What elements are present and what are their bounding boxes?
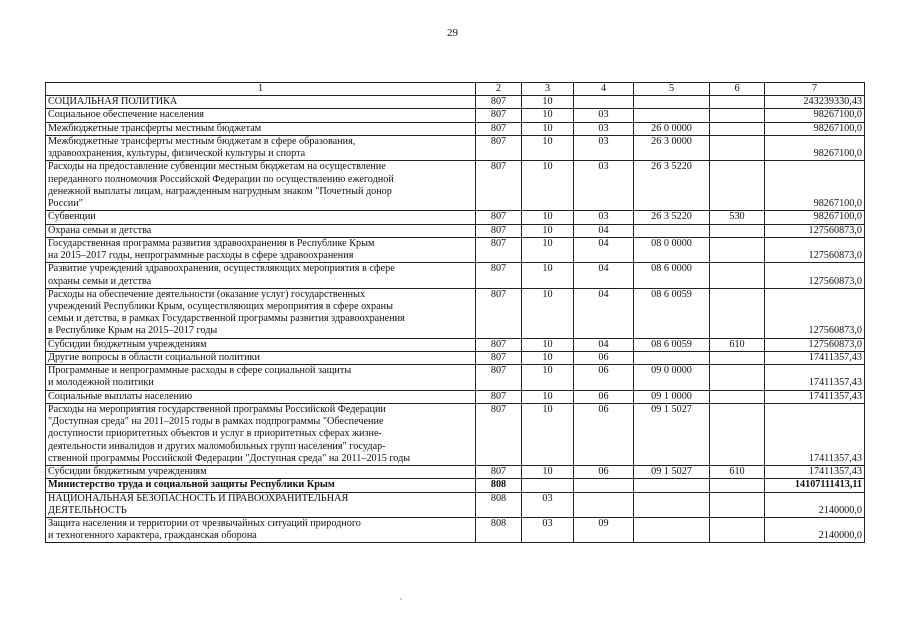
row-name: Государственная программа развития здравоохранения в Республике Крым на 2015–2017 годы, непрограммные расходы в сфере здравоохранения	[46, 237, 476, 262]
row-subsection	[574, 96, 634, 109]
row-amount: 98267100,0	[765, 109, 865, 122]
table-row	[46, 109, 865, 122]
header-col-2: 2	[476, 83, 522, 96]
row-code: 807	[476, 403, 522, 465]
row-code: 807	[476, 135, 522, 160]
row-expense-type: 610	[710, 338, 765, 351]
row-name: Субсидии бюджетным учреждениям	[46, 466, 476, 479]
row-amount: 127560873,0	[765, 263, 865, 288]
row-expense-type	[710, 351, 765, 364]
row-amount: 98267100,0	[765, 211, 865, 224]
row-code: 807	[476, 466, 522, 479]
row-target-article: 08 6 0059	[634, 288, 710, 338]
row-amount: 14107111413,11	[765, 479, 865, 492]
row-expense-type	[710, 122, 765, 135]
row-section: 10	[522, 351, 574, 364]
row-subsection: 04	[574, 338, 634, 351]
row-amount: 98267100,0	[765, 122, 865, 135]
row-expense-type	[710, 237, 765, 262]
row-section: 03	[522, 492, 574, 517]
row-code: 808	[476, 479, 522, 492]
row-expense-type	[710, 263, 765, 288]
row-expense-type	[710, 403, 765, 465]
row-expense-type	[710, 96, 765, 109]
row-section: 10	[522, 365, 574, 390]
row-code: 807	[476, 390, 522, 403]
row-section: 10	[522, 263, 574, 288]
row-expense-type: 610	[710, 466, 765, 479]
row-target-article: 09 1 5027	[634, 403, 710, 465]
row-amount: 17411357,43	[765, 466, 865, 479]
row-target-article: 26 3 0000	[634, 135, 710, 160]
row-subsection: 03	[574, 161, 634, 211]
row-amount: 17411357,43	[765, 390, 865, 403]
table-row	[46, 351, 865, 364]
row-expense-type	[710, 365, 765, 390]
row-name: Межбюджетные трансферты местным бюджетам в сфере образования, здравоохранения, культуры, физической культуры и спорта	[46, 135, 476, 160]
row-subsection: 04	[574, 224, 634, 237]
row-section: 10	[522, 96, 574, 109]
table-row	[46, 492, 865, 517]
row-target-article: 09 0 0000	[634, 365, 710, 390]
row-expense-type	[710, 479, 765, 492]
row-expense-type	[710, 517, 765, 542]
header-col-1: 1	[46, 83, 476, 96]
table-row	[46, 403, 865, 465]
row-amount: 2140000,0	[765, 517, 865, 542]
row-subsection: 04	[574, 237, 634, 262]
table-row	[46, 122, 865, 135]
row-code: 807	[476, 288, 522, 338]
row-section: 10	[522, 466, 574, 479]
row-subsection: 06	[574, 365, 634, 390]
row-code: 808	[476, 517, 522, 542]
row-target-article: 08 6 0059	[634, 338, 710, 351]
header-col-6: 6	[710, 83, 765, 96]
table-row	[46, 161, 865, 211]
row-code: 807	[476, 263, 522, 288]
row-amount: 17411357,43	[765, 351, 865, 364]
table-header-row	[46, 83, 865, 96]
row-code: 807	[476, 338, 522, 351]
row-target-article	[634, 96, 710, 109]
row-subsection	[574, 492, 634, 517]
budget-table	[45, 82, 865, 543]
row-expense-type	[710, 135, 765, 160]
row-target-article	[634, 109, 710, 122]
row-code: 807	[476, 237, 522, 262]
row-name: Расходы на обеспечение деятельности (оказание услуг) государственных учреждений Республики Крым, осуществляющих мероприятия в сфере охраны семьи и детства, в рамках Государственной программы развития здравоохранения в Республике Крым на 2015–2017 годы	[46, 288, 476, 338]
row-code: 807	[476, 224, 522, 237]
row-amount: 127560873,0	[765, 237, 865, 262]
row-expense-type	[710, 390, 765, 403]
row-name: Межбюджетные трансферты местным бюджетам	[46, 122, 476, 135]
table-row	[46, 338, 865, 351]
table-row	[46, 237, 865, 262]
table-row	[46, 96, 865, 109]
header-col-7: 7	[765, 83, 865, 96]
row-amount: 17411357,43	[765, 365, 865, 390]
row-subsection: 06	[574, 403, 634, 465]
table-row	[46, 288, 865, 338]
row-expense-type	[710, 288, 765, 338]
row-amount: 2140000,0	[765, 492, 865, 517]
row-amount: 98267100,0	[765, 135, 865, 160]
table-row	[46, 479, 865, 492]
row-target-article: 08 0 0000	[634, 237, 710, 262]
row-subsection: 06	[574, 351, 634, 364]
row-section: 10	[522, 211, 574, 224]
page-number: 29	[447, 27, 458, 39]
row-section	[522, 479, 574, 492]
row-name: Субсидии бюджетным учреждениям	[46, 338, 476, 351]
row-section: 10	[522, 288, 574, 338]
row-name: Расходы на мероприятия государственной программы Российской Федерации "Доступная среда" на 2011–2015 годы в рамках подпрограммы "Обеспечение доступности приоритетных объектов и услуг в приоритетных сферах жизне- деятельности инвалидов и других маломобильных групп населения" государ- ственной программы Российской Федерации "Доступная среда" на 2011–2015 годы	[46, 403, 476, 465]
row-target-article: 26 3 5220	[634, 161, 710, 211]
row-amount: 243239330,43	[765, 96, 865, 109]
row-name: Социальное обеспечение населения	[46, 109, 476, 122]
row-code: 808	[476, 492, 522, 517]
row-name: Субвенции	[46, 211, 476, 224]
table-row	[46, 224, 865, 237]
row-code: 807	[476, 351, 522, 364]
row-amount: 127560873,0	[765, 288, 865, 338]
row-amount: 127560873,0	[765, 224, 865, 237]
row-name: НАЦИОНАЛЬНАЯ БЕЗОПАСНОСТЬ И ПРАВООХРАНИТЕЛЬНАЯ ДЕЯТЕЛЬНОСТЬ	[46, 492, 476, 517]
row-name: Министерство труда и социальной защиты Республики Крым	[46, 479, 476, 492]
row-target-article	[634, 517, 710, 542]
row-subsection	[574, 479, 634, 492]
row-section: 10	[522, 161, 574, 211]
row-section: 10	[522, 135, 574, 160]
row-subsection: 03	[574, 109, 634, 122]
row-name: Развитие учреждений здравоохранения, осуществляющих мероприятия в сфере охраны семьи и детства	[46, 263, 476, 288]
row-subsection: 06	[574, 466, 634, 479]
header-col-5: 5	[634, 83, 710, 96]
row-section: 10	[522, 109, 574, 122]
row-target-article: 26 0 0000	[634, 122, 710, 135]
row-target-article	[634, 351, 710, 364]
row-expense-type	[710, 492, 765, 517]
row-section: 10	[522, 122, 574, 135]
row-target-article: 26 3 5220	[634, 211, 710, 224]
row-subsection: 03	[574, 135, 634, 160]
row-name: Программные и непрограммные расходы в сфере социальной защиты и молодежной политики	[46, 365, 476, 390]
table-row	[46, 365, 865, 390]
row-code: 807	[476, 161, 522, 211]
row-target-article: 08 6 0000	[634, 263, 710, 288]
row-amount: 17411357,43	[765, 403, 865, 465]
row-expense-type	[710, 161, 765, 211]
row-section: 10	[522, 390, 574, 403]
table-row	[46, 211, 865, 224]
row-code: 807	[476, 109, 522, 122]
row-target-article	[634, 492, 710, 517]
row-expense-type	[710, 224, 765, 237]
row-section: 10	[522, 338, 574, 351]
row-target-article	[634, 479, 710, 492]
table-row	[46, 263, 865, 288]
row-name: Охрана семьи и детства	[46, 224, 476, 237]
row-amount: 98267100,0	[765, 161, 865, 211]
row-subsection: 04	[574, 263, 634, 288]
row-section: 03	[522, 517, 574, 542]
row-code: 807	[476, 365, 522, 390]
table-row	[46, 466, 865, 479]
row-subsection: 03	[574, 122, 634, 135]
row-expense-type	[710, 109, 765, 122]
row-code: 807	[476, 122, 522, 135]
row-subsection: 06	[574, 390, 634, 403]
row-target-article: 09 1 0000	[634, 390, 710, 403]
row-name: Защита населения и территории от чрезвычайных ситуаций природного и техногенного характера, гражданская оборона	[46, 517, 476, 542]
row-name: Расходы на предоставление субвенции местным бюджетам на осуществление переданного полномочия Российской Федерации по осуществлению ежегодной денежной выплаты лицам, награжденным нагрудным знаком "Почетный донор России"	[46, 161, 476, 211]
row-subsection: 04	[574, 288, 634, 338]
row-section: 10	[522, 237, 574, 262]
row-code: 807	[476, 96, 522, 109]
row-section: 10	[522, 403, 574, 465]
table-row	[46, 135, 865, 160]
header-col-4: 4	[574, 83, 634, 96]
row-section: 10	[522, 224, 574, 237]
row-name: Социальные выплаты населению	[46, 390, 476, 403]
row-amount: 127560873,0	[765, 338, 865, 351]
table-row	[46, 390, 865, 403]
row-expense-type: 530	[710, 211, 765, 224]
row-subsection: 03	[574, 211, 634, 224]
row-name: Другие вопросы в области социальной политики	[46, 351, 476, 364]
row-target-article	[634, 224, 710, 237]
row-target-article: 09 1 5027	[634, 466, 710, 479]
row-code: 807	[476, 211, 522, 224]
table-row	[46, 517, 865, 542]
header-col-3: 3	[522, 83, 574, 96]
row-subsection: 09	[574, 517, 634, 542]
scan-speck	[400, 598, 402, 600]
row-name: СОЦИАЛЬНАЯ ПОЛИТИКА	[46, 96, 476, 109]
